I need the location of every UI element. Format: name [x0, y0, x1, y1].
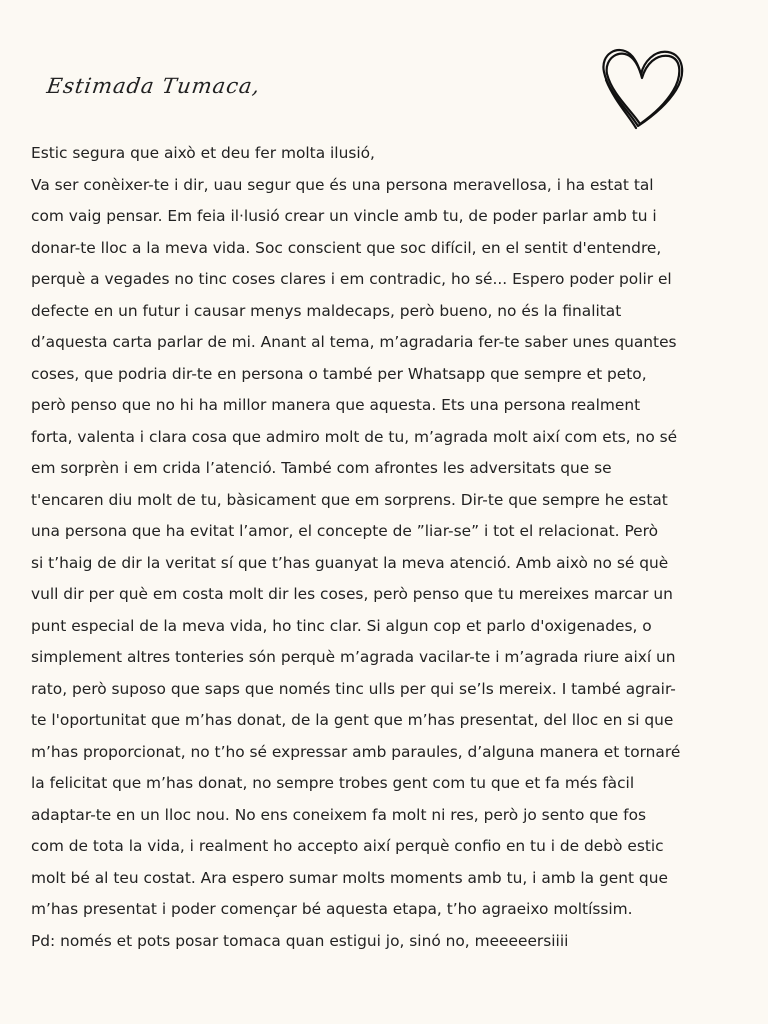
letter-line: com de tota la vida, i realment ho accepto així perquè confio en tu i de debò estic — [31, 837, 664, 855]
letter-line: m’has proporcionat, no t’ho sé expressar amb paraules, d’alguna manera et tornaré — [31, 742, 681, 761]
letter-line: donar-te lloc a la meva vida. Soc conscient que soc difícil, en el sentit d'entendre, — [31, 238, 662, 257]
letter-postscript: Pd: només et pots posar tomaca quan estigui jo, sinó no, meeeeersiiii — [31, 931, 569, 950]
letter-line: te l'oportunitat que m’has donat, de la gent que m’has presentat, del lloc en si que — [31, 711, 674, 729]
letter-line: si t’haig de dir la veritat sí que t’has guanyat la meva atenció. Amb això no sé què — [31, 553, 669, 572]
letter-line: rato, però suposo que saps que només tinc ulls per qui se’ls mereix. I també agrair- — [31, 679, 676, 698]
letter-line: coses, que podria dir-te en persona o també per Whatsapp que sempre et peto, — [31, 364, 647, 383]
letter-line: d’aquesta carta parlar de mi. Anant al tema, m’agradaria fer-te saber unes quantes — [31, 333, 677, 351]
letter-line: Va ser conèixer-te i dir, uau segur que és una persona meravellosa, i ha estat tal — [31, 175, 654, 194]
letter-line: adaptar-te en un lloc nou. No ens coneixem fa molt ni res, però jo sento que fos — [31, 805, 647, 824]
letter-line: la felicitat que m’has donat, no sempre trobes gent com tu que et fa més fàcil — [31, 774, 635, 792]
letter-line: punt especial de la meva vida, ho tinc clar. Si algun cop et parlo d'oxigenades, o — [31, 616, 652, 635]
heart-icon — [598, 40, 688, 132]
letter-line: però penso que no hi ha millor manera que aquesta. Ets una persona realment — [31, 396, 641, 414]
letter-line: molt bé al teu costat. Ara espero sumar molts moments amb tu, i amb la gent que — [31, 868, 668, 887]
letter-line: perquè a vegades no tinc coses clares i em contradic, ho sé... Espero poder polir el — [31, 270, 672, 288]
letter-line: vull dir per què em costa molt dir les coses, però penso que tu mereixes marcar un — [31, 585, 673, 603]
letter-line: simplement altres tonteries són perquè m’agrada vacilar-te i m’agrada riure així un — [31, 648, 676, 666]
letter-greeting: Estimada Tumaca, — [45, 74, 262, 98]
letter-line: defecte en un futur i causar menys maldecaps, però bueno, no és la finalitat — [31, 301, 622, 320]
letter-line: Estic segura que això et deu fer molta ilusió, — [31, 144, 375, 162]
letter-body — [31, 138, 743, 957]
letter-line: una persona que ha evitat l’amor, el concepte de ”liar-se” i tot el relacionat. Però — [31, 522, 659, 540]
letter-line: em sorprèn i em crida l’atenció. També com afrontes les adversitats que se — [31, 459, 612, 477]
letter-line: t'encaren diu molt de tu, bàsicament que em sorprens. Dir-te que sempre he estat — [31, 490, 668, 509]
letter-line: m’has presentat i poder començar bé aquesta etapa, t’ho agraeixo moltíssim. — [31, 900, 633, 918]
letter-line: forta, valenta i clara cosa que admiro molt de tu, m’agrada molt així com ets, no sé — [31, 427, 678, 446]
letter-line: com vaig pensar. Em feia il·lusió crear un vincle amb tu, de poder parlar amb tu i — [31, 207, 657, 225]
